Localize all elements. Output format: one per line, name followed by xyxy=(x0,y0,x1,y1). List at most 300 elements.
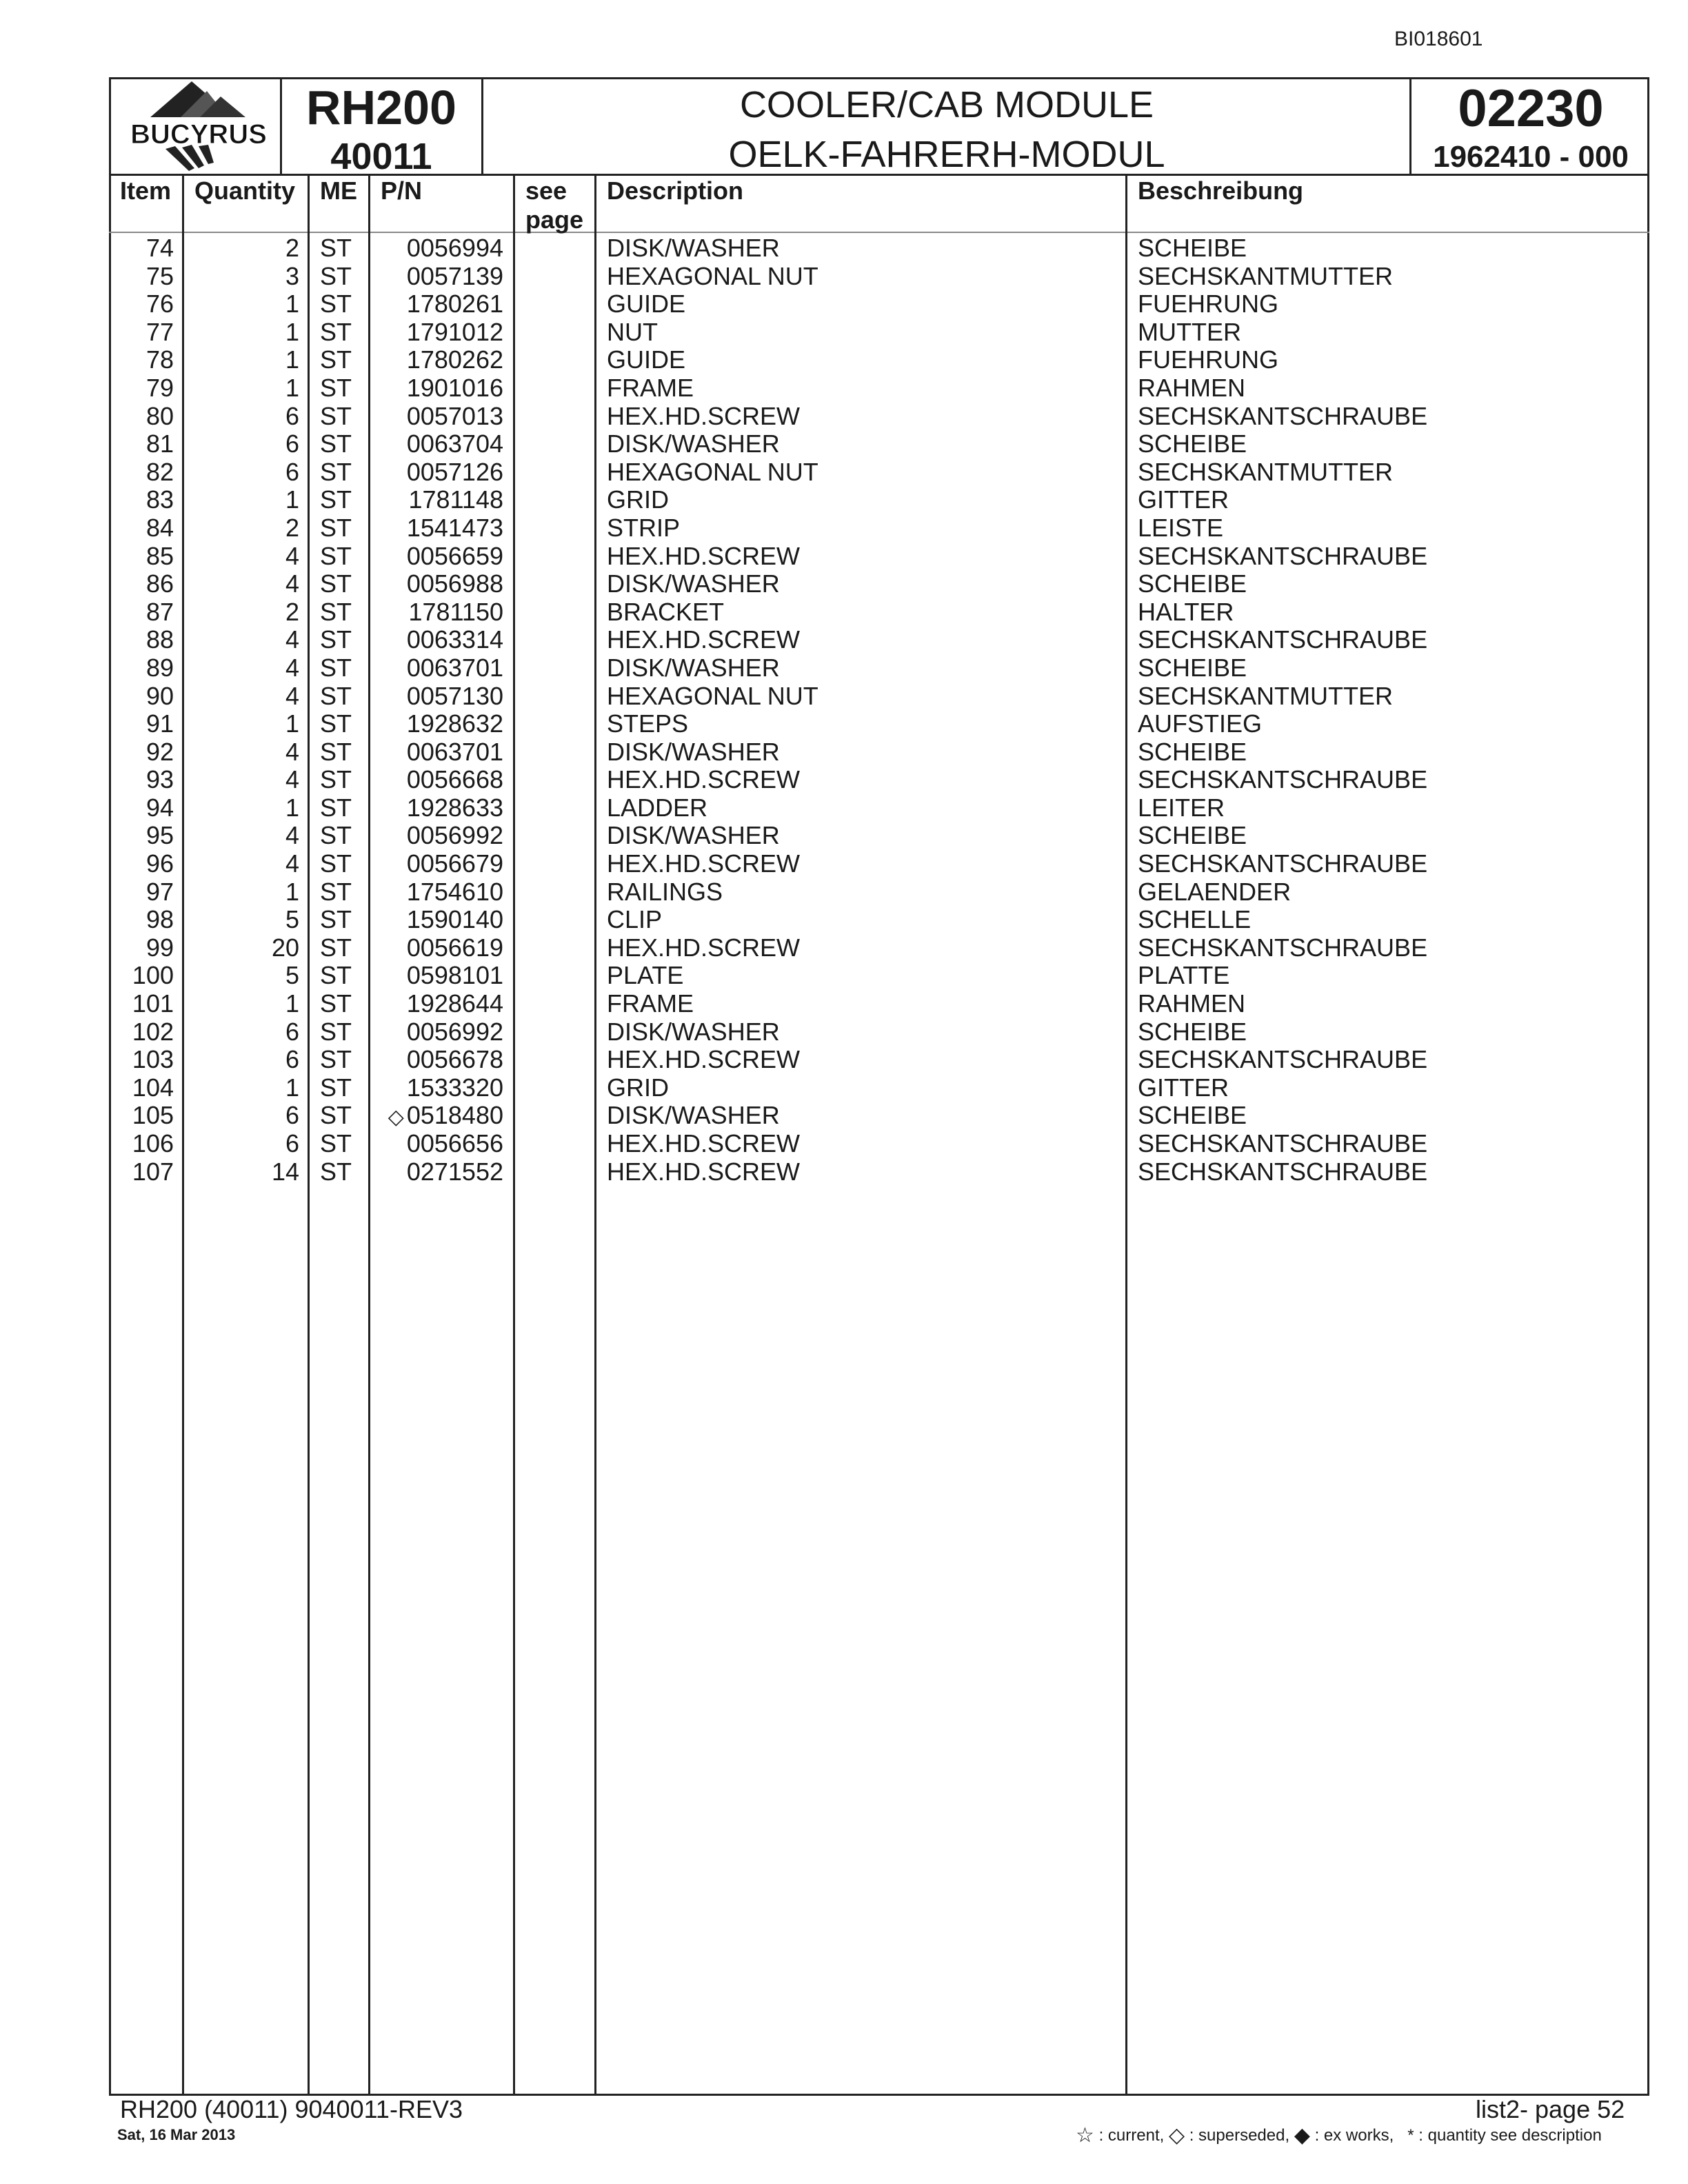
table-row xyxy=(0,1102,1688,1130)
cell-quantity: 6 xyxy=(285,401,299,430)
cell-quantity: 4 xyxy=(285,681,299,710)
part-number: 1928633 xyxy=(406,793,503,822)
cell-beschreibung: RAHMEN xyxy=(1138,989,1246,1018)
cell-description: DISK/WASHER xyxy=(607,1017,780,1046)
part-number: 1928632 xyxy=(406,709,503,738)
cell-me: ST xyxy=(320,541,352,570)
part-number: 0598101 xyxy=(406,961,503,990)
cell-item: 80 xyxy=(145,401,174,430)
cell-description: HEX.HD.SCREW xyxy=(607,1045,801,1074)
cell-description: PLATE xyxy=(607,961,684,990)
part-number: 0057126 xyxy=(406,457,503,486)
part-number: 0057013 xyxy=(406,401,503,430)
diamond-filled-icon: ◆ xyxy=(1294,2124,1310,2147)
table-row xyxy=(0,234,1688,263)
cell-quantity: 4 xyxy=(285,541,299,570)
table-row xyxy=(0,794,1688,822)
cell-beschreibung: SCHEIBE xyxy=(1138,821,1247,850)
cell-beschreibung: LEITER xyxy=(1138,793,1225,822)
part-number: 0056659 xyxy=(406,541,503,570)
cell-quantity: 1 xyxy=(285,793,299,822)
cell-quantity: 6 xyxy=(285,1101,299,1130)
cell-beschreibung: SECHSKANTSCHRAUBE xyxy=(1138,625,1428,654)
table-row xyxy=(0,403,1688,431)
cell-me: ST xyxy=(320,1073,352,1102)
cell-item: 77 xyxy=(145,317,174,346)
cell-me: ST xyxy=(320,290,352,318)
cell-description: HEXAGONAL NUT xyxy=(607,681,818,710)
cell-pn xyxy=(372,486,503,514)
table-row xyxy=(0,1130,1688,1158)
cell-item: 96 xyxy=(145,849,174,878)
cell-beschreibung: GELAENDER xyxy=(1138,877,1292,906)
column-header-pn: P/N xyxy=(381,176,423,205)
cell-pn xyxy=(372,766,503,793)
cell-me: ST xyxy=(320,681,352,710)
asterisk-icon: * xyxy=(1407,2126,1414,2145)
cell-me: ST xyxy=(320,234,352,262)
cell-description: HEX.HD.SCREW xyxy=(607,401,801,430)
cell-me: ST xyxy=(320,345,352,374)
table-row xyxy=(0,990,1688,1018)
part-number: 0056678 xyxy=(406,1045,503,1074)
part-number: 0056994 xyxy=(406,234,503,262)
cell-me: ST xyxy=(320,1101,352,1130)
cell-description: RAILINGS xyxy=(607,877,723,906)
part-number: 0056668 xyxy=(406,765,503,794)
part-number: 1590140 xyxy=(406,905,503,934)
cell-pn xyxy=(372,346,503,374)
cell-pn xyxy=(372,263,503,290)
cell-pn xyxy=(372,738,503,766)
cell-description: HEXAGONAL NUT xyxy=(607,261,818,290)
cell-item: 101 xyxy=(132,989,174,1018)
part-number: 0518480 xyxy=(406,1101,503,1130)
cell-pn xyxy=(372,962,503,989)
footer-document-reference: RH200 (40011) 9040011-REV3 xyxy=(120,2095,463,2123)
cell-me: ST xyxy=(320,1129,352,1157)
cell-pn xyxy=(372,710,503,738)
cell-description: GRID xyxy=(607,1073,669,1102)
parts-table-body xyxy=(0,234,1688,1186)
cell-item: 106 xyxy=(132,1129,174,1157)
cell-me: ST xyxy=(320,1157,352,1186)
cell-me: ST xyxy=(320,765,352,794)
cell-beschreibung: SCHELLE xyxy=(1138,905,1252,934)
part-number: 0056679 xyxy=(406,849,503,878)
model-code: 40011 xyxy=(330,136,432,177)
document-id: BI018601 xyxy=(1394,28,1483,50)
cell-pn xyxy=(372,430,503,458)
cell-description: DISK/WASHER xyxy=(607,569,780,598)
cell-pn xyxy=(372,626,503,654)
column-header-item: Item xyxy=(120,176,172,205)
cell-pn xyxy=(372,598,503,626)
table-row xyxy=(0,570,1688,598)
cell-description: HEX.HD.SCREW xyxy=(607,933,801,962)
cell-beschreibung: AUFSTIEG xyxy=(1138,709,1263,738)
star-icon: ☆ xyxy=(1076,2124,1094,2147)
group-number: 02230 xyxy=(1458,79,1604,138)
cell-quantity: 5 xyxy=(285,905,299,934)
title-block xyxy=(483,77,1411,179)
cell-me: ST xyxy=(320,961,352,990)
table-row xyxy=(0,346,1688,374)
footer-page-number: list2- page 52 xyxy=(1476,2095,1625,2123)
model-block xyxy=(283,77,480,178)
cell-pn xyxy=(372,990,503,1018)
table-row xyxy=(0,290,1688,318)
table-row xyxy=(0,598,1688,627)
table-row xyxy=(0,962,1688,990)
table-row xyxy=(0,1018,1688,1046)
cell-item: 99 xyxy=(145,933,174,962)
cell-item: 87 xyxy=(145,597,174,626)
legend-ex-works: : ex works, xyxy=(1314,2126,1394,2145)
cell-quantity: 20 xyxy=(271,933,299,962)
table-row xyxy=(0,738,1688,767)
cell-quantity: 6 xyxy=(285,457,299,486)
cell-quantity: 1 xyxy=(285,317,299,346)
table-row xyxy=(0,514,1688,543)
cell-beschreibung: HALTER xyxy=(1138,597,1234,626)
cell-quantity: 14 xyxy=(271,1157,299,1186)
cell-me: ST xyxy=(320,625,352,654)
cell-item: 78 xyxy=(145,345,174,374)
cell-description: STEPS xyxy=(607,709,689,738)
cell-beschreibung: SCHEIBE xyxy=(1138,429,1247,458)
cell-quantity: 4 xyxy=(285,625,299,654)
cell-description: HEXAGONAL NUT xyxy=(607,457,818,486)
cell-pn xyxy=(372,458,503,486)
part-number: 0063701 xyxy=(406,653,503,682)
column-header-me: ME xyxy=(320,176,357,205)
cell-pn xyxy=(372,514,503,542)
cell-quantity: 3 xyxy=(285,261,299,290)
cell-pn xyxy=(372,906,503,933)
table-row xyxy=(0,822,1688,850)
table-row xyxy=(0,766,1688,794)
cell-me: ST xyxy=(320,401,352,430)
cell-me: ST xyxy=(320,1017,352,1046)
cell-pn xyxy=(372,1074,503,1102)
cell-pn xyxy=(372,570,503,598)
table-row xyxy=(0,458,1688,487)
cell-beschreibung: SECHSKANTSCHRAUBE xyxy=(1138,1157,1428,1186)
cell-description: FRAME xyxy=(607,373,694,402)
cell-beschreibung: GITTER xyxy=(1138,1073,1229,1102)
cell-beschreibung: SCHEIBE xyxy=(1138,737,1247,766)
cell-pn xyxy=(372,682,503,710)
cell-description: CLIP xyxy=(607,905,663,934)
part-number: 0056992 xyxy=(406,821,503,850)
table-row xyxy=(0,318,1688,347)
cell-beschreibung: GITTER xyxy=(1138,485,1229,514)
title-german: OELK-FAHRERH-MODUL xyxy=(728,134,1165,175)
cell-pn xyxy=(372,1102,503,1131)
cell-beschreibung: SECHSKANTMUTTER xyxy=(1138,681,1394,710)
cell-description: HEX.HD.SCREW xyxy=(607,1129,801,1157)
cell-description: DISK/WASHER xyxy=(607,821,780,850)
cell-me: ST xyxy=(320,709,352,738)
bucyrus-logo xyxy=(117,77,280,174)
cell-item: 83 xyxy=(145,485,174,514)
cell-quantity: 1 xyxy=(285,345,299,374)
column-header-beschreibung: Beschreibung xyxy=(1138,176,1304,205)
table-row xyxy=(0,654,1688,682)
cell-description: HEX.HD.SCREW xyxy=(607,849,801,878)
table-row xyxy=(0,1046,1688,1074)
cell-item: 74 xyxy=(145,234,174,262)
cell-quantity: 1 xyxy=(285,709,299,738)
footer-legend xyxy=(1076,2123,1602,2147)
cell-me: ST xyxy=(320,429,352,458)
cell-beschreibung: SCHEIBE xyxy=(1138,1017,1247,1046)
group-block xyxy=(1412,77,1649,176)
cell-beschreibung: FUEHRUNG xyxy=(1138,290,1278,318)
title-english: COOLER/CAB MODULE xyxy=(739,84,1154,125)
cell-me: ST xyxy=(320,569,352,598)
cell-beschreibung: MUTTER xyxy=(1138,317,1241,346)
part-number: 1928644 xyxy=(406,989,503,1018)
cell-quantity: 4 xyxy=(285,653,299,682)
cell-quantity: 2 xyxy=(285,513,299,542)
cell-pn xyxy=(372,934,503,962)
footer-date: Sat, 16 Mar 2013 xyxy=(117,2126,236,2143)
cell-item: 104 xyxy=(132,1073,174,1102)
part-number: 1533320 xyxy=(406,1073,503,1102)
model-name: RH200 xyxy=(306,81,456,134)
cell-description: DISK/WASHER xyxy=(607,1101,780,1130)
cell-quantity: 4 xyxy=(285,849,299,878)
logo-wordmark: BUCYRUS xyxy=(130,119,267,150)
cell-item: 81 xyxy=(145,429,174,458)
cell-description: DISK/WASHER xyxy=(607,234,780,262)
cell-description: LADDER xyxy=(607,793,708,822)
cell-me: ST xyxy=(320,933,352,962)
cell-beschreibung: SCHEIBE xyxy=(1138,653,1247,682)
table-row xyxy=(0,906,1688,934)
cell-quantity: 5 xyxy=(285,961,299,990)
cell-pn xyxy=(372,850,503,878)
cell-beschreibung: SECHSKANTSCHRAUBE xyxy=(1138,1045,1428,1074)
part-number: 1781150 xyxy=(408,597,503,626)
column-header-page: page xyxy=(525,205,584,234)
cell-me: ST xyxy=(320,821,352,850)
cell-beschreibung: SECHSKANTSCHRAUBE xyxy=(1138,541,1428,570)
cell-me: ST xyxy=(320,457,352,486)
header-divider-logo xyxy=(280,77,282,175)
part-number: 0056988 xyxy=(406,569,503,598)
cell-quantity: 1 xyxy=(285,373,299,402)
cell-me: ST xyxy=(320,849,352,878)
cell-description: GUIDE xyxy=(607,345,686,374)
table-row xyxy=(0,850,1688,878)
cell-item: 89 xyxy=(145,653,174,682)
cell-quantity: 1 xyxy=(285,290,299,318)
table-row xyxy=(0,626,1688,654)
cell-pn xyxy=(372,234,503,262)
cell-beschreibung: SECHSKANTSCHRAUBE xyxy=(1138,401,1428,430)
cell-item: 97 xyxy=(145,877,174,906)
cell-pn xyxy=(372,1046,503,1073)
cell-pn xyxy=(372,1130,503,1157)
cell-quantity: 1 xyxy=(285,989,299,1018)
part-number: 0056619 xyxy=(406,933,503,962)
part-number: 0271552 xyxy=(406,1157,503,1186)
cell-quantity: 2 xyxy=(285,597,299,626)
cell-pn xyxy=(372,290,503,318)
cell-beschreibung: SCHEIBE xyxy=(1138,234,1247,262)
cell-item: 91 xyxy=(145,709,174,738)
cell-item: 76 xyxy=(145,290,174,318)
cell-pn xyxy=(372,878,503,906)
cell-pn xyxy=(372,794,503,822)
part-number: 1754610 xyxy=(406,877,503,906)
superseded-diamond-icon: ◇ xyxy=(388,1106,404,1129)
table-row xyxy=(0,878,1688,907)
cell-pn xyxy=(372,654,503,682)
cell-item: 94 xyxy=(145,793,174,822)
cell-item: 103 xyxy=(132,1045,174,1074)
cell-me: ST xyxy=(320,485,352,514)
cell-quantity: 4 xyxy=(285,737,299,766)
part-number: 0063314 xyxy=(406,625,503,654)
cell-item: 100 xyxy=(132,961,174,990)
cell-item: 102 xyxy=(132,1017,174,1046)
cell-item: 92 xyxy=(145,737,174,766)
column-header-description: Description xyxy=(607,176,744,205)
cell-description: HEX.HD.SCREW xyxy=(607,625,801,654)
part-number: 0056992 xyxy=(406,1017,503,1046)
cell-item: 93 xyxy=(145,765,174,794)
cell-beschreibung: SCHEIBE xyxy=(1138,569,1247,598)
cell-me: ST xyxy=(320,989,352,1018)
part-number: 1780262 xyxy=(406,345,503,374)
cell-quantity: 6 xyxy=(285,1017,299,1046)
cell-beschreibung: SECHSKANTSCHRAUBE xyxy=(1138,849,1428,878)
cell-item: 90 xyxy=(145,681,174,710)
part-number: 0063701 xyxy=(406,737,503,766)
cell-quantity: 2 xyxy=(285,234,299,262)
cell-description: STRIP xyxy=(607,513,681,542)
cell-item: 82 xyxy=(145,457,174,486)
cell-me: ST xyxy=(320,737,352,766)
table-row xyxy=(0,1074,1688,1102)
cell-item: 95 xyxy=(145,821,174,850)
table-row xyxy=(0,682,1688,711)
legend-superseded: : superseded, xyxy=(1189,2126,1290,2145)
part-number: 1780261 xyxy=(406,290,503,318)
cell-description: GRID xyxy=(607,485,669,514)
cell-item: 79 xyxy=(145,373,174,402)
part-number: 1901016 xyxy=(406,373,503,402)
cell-me: ST xyxy=(320,905,352,934)
cell-pn xyxy=(372,318,503,346)
column-header-see: see xyxy=(525,176,567,205)
legend-quantity: : quantity see description xyxy=(1418,2126,1602,2145)
cell-quantity: 6 xyxy=(285,429,299,458)
cell-description: DISK/WASHER xyxy=(607,653,780,682)
cell-beschreibung: SECHSKANTSCHRAUBE xyxy=(1138,1129,1428,1157)
table-row xyxy=(0,1158,1688,1186)
cell-description: HEX.HD.SCREW xyxy=(607,1157,801,1186)
cell-item: 84 xyxy=(145,513,174,542)
cell-me: ST xyxy=(320,1045,352,1074)
part-number: 1781148 xyxy=(408,485,503,514)
table-row xyxy=(0,543,1688,571)
cell-me: ST xyxy=(320,793,352,822)
cell-beschreibung: FUEHRUNG xyxy=(1138,345,1278,374)
cell-description: DISK/WASHER xyxy=(607,737,780,766)
table-row xyxy=(0,374,1688,403)
cell-beschreibung: SECHSKANTMUTTER xyxy=(1138,261,1394,290)
group-reference: 1962410 - 000 xyxy=(1433,140,1629,174)
cell-me: ST xyxy=(320,317,352,346)
cell-description: HEX.HD.SCREW xyxy=(607,541,801,570)
diamond-outline-icon: ◇ xyxy=(1168,2124,1185,2147)
cell-quantity: 6 xyxy=(285,1129,299,1157)
cell-description: FRAME xyxy=(607,989,694,1018)
table-row xyxy=(0,710,1688,738)
column-header-rule xyxy=(109,232,1649,233)
cell-item: 88 xyxy=(145,625,174,654)
cell-me: ST xyxy=(320,373,352,402)
cell-beschreibung: SECHSKANTMUTTER xyxy=(1138,457,1394,486)
column-header-quantity: Quantity xyxy=(194,176,296,205)
bucyrus-logo-mark xyxy=(117,77,280,174)
cell-pn xyxy=(372,403,503,430)
cell-item: 75 xyxy=(145,261,174,290)
cell-item: 85 xyxy=(145,541,174,570)
cell-beschreibung: LEISTE xyxy=(1138,513,1224,542)
part-number: 1791012 xyxy=(406,317,503,346)
cell-me: ST xyxy=(320,653,352,682)
cell-description: DISK/WASHER xyxy=(607,429,780,458)
cell-item: 107 xyxy=(132,1157,174,1186)
cell-description: BRACKET xyxy=(607,597,725,626)
cell-me: ST xyxy=(320,597,352,626)
cell-quantity: 1 xyxy=(285,1073,299,1102)
cell-quantity: 1 xyxy=(285,877,299,906)
cell-pn xyxy=(372,374,503,402)
cell-pn xyxy=(372,822,503,849)
cell-quantity: 4 xyxy=(285,765,299,794)
cell-description: HEX.HD.SCREW xyxy=(607,765,801,794)
cell-pn xyxy=(372,1018,503,1046)
cell-beschreibung: SCHEIBE xyxy=(1138,1101,1247,1130)
cell-quantity: 1 xyxy=(285,485,299,514)
cell-description: NUT xyxy=(607,317,658,346)
cell-beschreibung: SECHSKANTSCHRAUBE xyxy=(1138,765,1428,794)
cell-quantity: 4 xyxy=(285,821,299,850)
part-number: 0057130 xyxy=(406,681,503,710)
part-number: 0063704 xyxy=(406,429,503,458)
cell-beschreibung: SECHSKANTSCHRAUBE xyxy=(1138,933,1428,962)
cell-quantity: 6 xyxy=(285,1045,299,1074)
part-number: 1541473 xyxy=(406,513,503,542)
cell-me: ST xyxy=(320,261,352,290)
cell-item: 98 xyxy=(145,905,174,934)
table-row xyxy=(0,263,1688,291)
cell-pn xyxy=(372,1158,503,1186)
cell-me: ST xyxy=(320,877,352,906)
legend-current: : current, xyxy=(1098,2126,1165,2145)
part-number: 0057139 xyxy=(406,261,503,290)
table-row xyxy=(0,430,1688,458)
cell-beschreibung: PLATTE xyxy=(1138,961,1230,990)
cell-item: 86 xyxy=(145,569,174,598)
